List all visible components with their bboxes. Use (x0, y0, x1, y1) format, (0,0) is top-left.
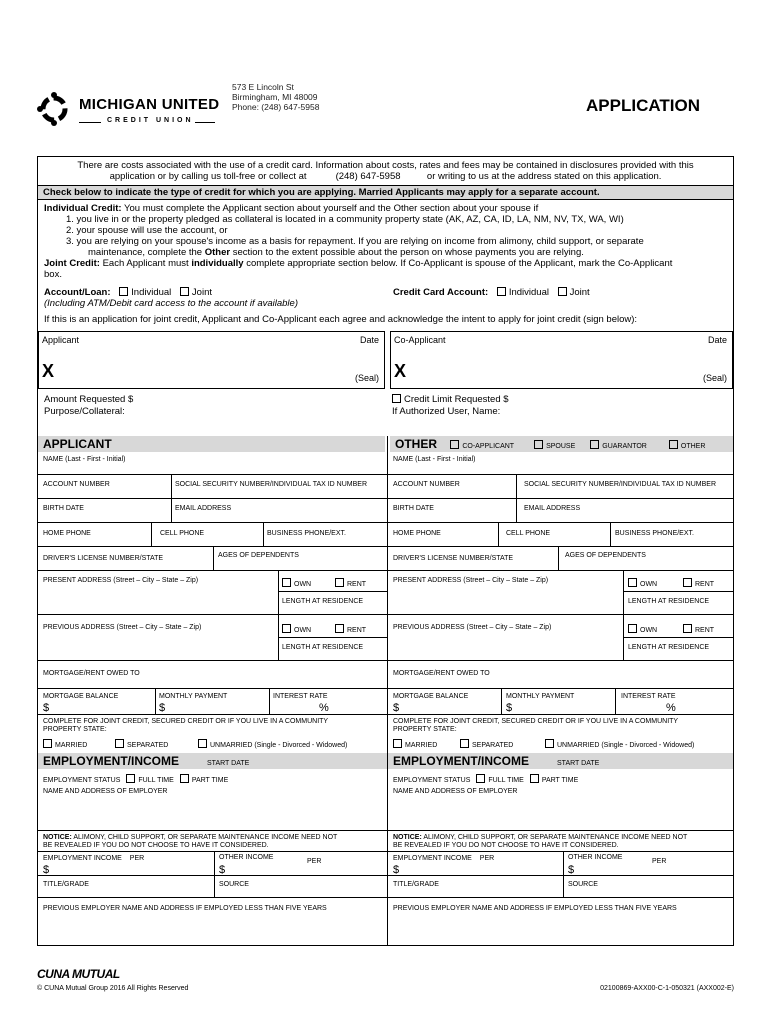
unmarried-option[interactable]: UNMARRIED (Single - Divorced - Widowed) (198, 739, 347, 749)
notice-text: BE REVEALED IF YOU DO NOT CHOOSE TO HAVE IT CONSIDERED. (43, 842, 269, 849)
divider (387, 570, 733, 571)
divider (269, 688, 270, 714)
previous-employer-field[interactable]: PREVIOUS EMPLOYER NAME AND ADDRESS IF EMPLOYED LESS THAN FIVE YEARS (43, 905, 327, 912)
divider (155, 688, 156, 714)
individual-credit-text: You must complete the Applicant section about yourself and the Other section about your spouse if (121, 203, 539, 214)
monthly-payment-field[interactable]: MONTHLY PAYMENT (159, 693, 228, 700)
applicant-label: Applicant (42, 335, 80, 345)
seal-label: (Seal) (702, 373, 727, 383)
divider (623, 637, 733, 638)
divider (516, 474, 517, 498)
divider (171, 474, 172, 498)
form-number: 02100869-AXX00-C-1-050321 (AXX002-E) (600, 985, 734, 992)
divider (214, 851, 215, 875)
spouse-checkbox[interactable] (534, 440, 543, 449)
authorized-user[interactable]: If Authorized User, Name: (392, 406, 501, 417)
divider (38, 660, 387, 661)
address-line: Birmingham, MI 48009 (232, 92, 318, 102)
applicant-section-title: APPLICANT (38, 436, 385, 452)
account-loan-row: Account/Loan: Individual Joint (44, 287, 212, 298)
email-field[interactable]: EMAIL ADDRESS (524, 505, 581, 512)
divider (387, 474, 733, 475)
business-phone-field[interactable]: BUSINESS PHONE/EXT. (615, 530, 694, 537)
employment-section-title: EMPLOYMENT/INCOME START DATE (388, 753, 733, 769)
other-checkbox[interactable] (669, 440, 678, 449)
account-number-field[interactable]: ACCOUNT NUMBER (43, 481, 110, 488)
logo-mark-icon (37, 92, 71, 126)
atm-note: (Including ATM/Debit card access to the account if available) (44, 298, 298, 309)
date-label: Date (707, 335, 727, 345)
present-address-field[interactable]: PRESENT ADDRESS (Street – City – State – Zip) (43, 577, 199, 584)
card-individual-checkbox[interactable] (497, 287, 506, 296)
signature-x: X (42, 361, 55, 381)
account-loan-label: Account/Loan: (44, 287, 111, 298)
cuna-logo: CUNA MUTUAL (37, 967, 120, 981)
married-option[interactable]: MARRIED (393, 739, 437, 749)
separated-option[interactable]: SEPARATED (460, 739, 513, 749)
co-applicant-label: Co-Applicant (394, 335, 446, 345)
joint-credit-text-end: box. (44, 269, 62, 280)
divider (501, 688, 502, 714)
divider (610, 522, 611, 546)
dollar-sign: $ (506, 702, 513, 714)
name-field[interactable]: NAME (Last - First - Initial) (43, 456, 126, 463)
ssn-field[interactable]: SOCIAL SECURITY NUMBER/INDIVIDUAL TAX ID NUMBER (175, 481, 368, 488)
previous-rent-option[interactable]: RENT (683, 624, 714, 634)
employment-income-field[interactable]: EMPLOYMENT INCOME PER (43, 855, 145, 862)
email-field[interactable]: EMAIL ADDRESS (175, 505, 232, 512)
dollar-sign: $ (159, 702, 166, 714)
divider (387, 875, 733, 876)
present-rent-option[interactable]: RENT (683, 578, 714, 588)
co-applicant-signature-box[interactable] (390, 331, 733, 389)
mortgage-balance-field[interactable]: MORTGAGE BALANCE (43, 693, 119, 700)
present-address-field[interactable]: PRESENT ADDRESS (Street – City – State – Zip) (393, 577, 549, 584)
present-own-option[interactable]: OWN (282, 578, 311, 588)
divider (38, 897, 387, 898)
cell-phone-field[interactable]: CELL PHONE (506, 530, 551, 537)
divider (387, 498, 733, 499)
signature-x: X (394, 361, 407, 381)
divider (278, 570, 279, 614)
divider (387, 688, 733, 689)
previous-own-option[interactable]: OWN (282, 624, 311, 634)
divider (387, 614, 733, 615)
mortgage-owed-field[interactable]: MORTGAGE/RENT OWED TO (393, 670, 490, 677)
separated-option[interactable]: SEPARATED (115, 739, 168, 749)
joint-credit-heading: Joint Credit: (44, 258, 100, 269)
application-form (37, 156, 734, 946)
divider (387, 660, 733, 661)
married-option[interactable]: MARRIED (43, 739, 87, 749)
dollar-sign: $ (43, 702, 50, 714)
license-field[interactable]: DRIVER'S LICENSE NUMBER/STATE (393, 555, 514, 562)
credit-card-account-row: Credit Card Account: Individual Joint (393, 287, 590, 298)
mortgage-owed-field[interactable]: MORTGAGE/RENT OWED TO (43, 670, 140, 677)
other-section-header: OTHER CO-APPLICANT SPOUSE GUARANTOR OTHER (390, 436, 733, 452)
dollar-sign: $ (393, 864, 400, 876)
divider (563, 851, 564, 875)
other-income-field[interactable]: OTHER INCOME (568, 854, 623, 861)
divider (387, 851, 733, 852)
divider (38, 830, 387, 831)
date-label: Date (359, 335, 379, 345)
divider (387, 714, 733, 715)
divider (516, 498, 517, 522)
divider (387, 897, 733, 898)
business-phone-field[interactable]: BUSINESS PHONE/EXT. (267, 530, 346, 537)
address-line: 573 E Lincoln St (232, 82, 294, 92)
divider (38, 688, 387, 689)
divider (151, 522, 152, 546)
header (37, 82, 737, 152)
logo-name: MICHIGAN UNITED (79, 96, 220, 113)
notice-text: NOTICE: ALIMONY, CHILD SUPPORT, OR SEPARATE MAINTENANCE INCOME NEED NOT (43, 834, 338, 841)
intro-line: There are costs associated with the use of a credit card. Information about costs, rates and fees may be contained in disclosures provided with this (77, 160, 694, 171)
present-length-field[interactable]: LENGTH AT RESIDENCE (628, 598, 710, 605)
notice-text: NOTICE: ALIMONY, CHILD SUPPORT, OR SEPARATE MAINTENANCE INCOME NEED NOT (393, 834, 688, 841)
joint-credit-note: PROPERTY STATE: (393, 726, 457, 733)
previous-employer-field[interactable]: PREVIOUS EMPLOYER NAME AND ADDRESS IF EMPLOYED LESS THAN FIVE YEARS (393, 905, 677, 912)
divider (38, 614, 387, 615)
account-individual-checkbox[interactable] (119, 287, 128, 296)
employment-income-field[interactable]: EMPLOYMENT INCOME PER (393, 855, 495, 862)
divider (623, 591, 733, 592)
per-label: PER (307, 858, 322, 865)
divider (387, 546, 733, 547)
divider (278, 637, 387, 638)
present-own-option[interactable]: OWN (628, 578, 657, 588)
purpose-collateral[interactable]: Purpose/Collateral: (44, 406, 125, 417)
divider (498, 522, 499, 546)
account-joint-checkbox[interactable] (180, 287, 189, 296)
dollar-sign: $ (393, 702, 400, 714)
mortgage-balance-field[interactable]: MORTGAGE BALANCE (393, 693, 469, 700)
divider (38, 875, 387, 876)
seal-label: (Seal) (354, 373, 379, 383)
joint-credit-note: PROPERTY STATE: (43, 726, 107, 733)
credit-union-logo (37, 90, 227, 130)
employment-status-row[interactable]: EMPLOYMENT STATUS FULL TIME PART TIME (43, 774, 228, 784)
divider (278, 591, 387, 592)
ssn-field[interactable]: SOCIAL SECURITY NUMBER/INDIVIDUAL TAX ID NUMBER (524, 481, 717, 488)
term-item-continued: maintenance, complete the Other section to the extent possible about the person on whose payments you are relying. (88, 247, 584, 258)
previous-rent-option[interactable]: RENT (335, 624, 366, 634)
employment-section-title: EMPLOYMENT/INCOME START DATE (38, 753, 387, 769)
title-grade-field[interactable]: TITLE/GRADE (43, 881, 89, 888)
present-length-field[interactable]: LENGTH AT RESIDENCE (282, 598, 364, 605)
other-income-field[interactable]: OTHER INCOME (219, 854, 274, 861)
dollar-sign: $ (219, 864, 226, 876)
previous-address-field[interactable]: PREVIOUS ADDRESS (Street – City – State – Zip) (393, 624, 552, 631)
divider (38, 851, 387, 852)
employment-status-row[interactable]: EMPLOYMENT STATUS FULL TIME PART TIME (393, 774, 578, 784)
license-field[interactable]: DRIVER'S LICENSE NUMBER/STATE (43, 555, 164, 562)
individual-credit-heading: Individual Credit: (44, 203, 122, 214)
joint-credit-note: COMPLETE FOR JOINT CREDIT, SECURED CREDIT OR IF YOU LIVE IN A COMMUNITY (393, 718, 679, 725)
term-item: 1. you live in or the property pledged as collateral is located in a community property state (AK, AZ, CA, ID, LA, NM, NV, TX, WA, WI) (66, 214, 624, 225)
source-field[interactable]: SOURCE (219, 881, 249, 888)
birth-date-field[interactable]: BIRTH DATE (43, 505, 84, 512)
divider (214, 875, 215, 897)
employer-field[interactable]: NAME AND ADDRESS OF EMPLOYER (43, 788, 168, 795)
column-divider (387, 436, 388, 946)
source-field[interactable]: SOURCE (568, 881, 598, 888)
home-phone-field[interactable]: HOME PHONE (393, 530, 441, 537)
account-number-field[interactable]: ACCOUNT NUMBER (393, 481, 460, 488)
present-rent-option[interactable]: RENT (335, 578, 366, 588)
credit-type-bar: Check below to indicate the type of credit for which you are applying. Married Applicants may apply for a separate account. (38, 185, 733, 200)
divider (387, 522, 733, 523)
birth-date-field[interactable]: BIRTH DATE (393, 505, 434, 512)
joint-credit-note: COMPLETE FOR JOINT CREDIT, SECURED CREDIT OR IF YOU LIVE IN A COMMUNITY (43, 718, 329, 725)
divider (38, 522, 387, 523)
credit-union-address (232, 82, 319, 112)
interest-rate-field[interactable]: INTEREST RATE (273, 693, 328, 700)
intro-text (38, 157, 733, 182)
divider (563, 875, 564, 897)
ages-field[interactable]: AGES OF DEPENDENTS (565, 552, 646, 559)
employer-field[interactable]: NAME AND ADDRESS OF EMPLOYER (393, 788, 518, 795)
divider (623, 570, 624, 614)
credit-terms: Individual Credit: You must complete the Applicant section about yourself and the Other section about your spouse if 1. you live in or the property pledged as collateral is located in a community property state (AK, AZ, CA, ID, LA, NM, NV, TX, WA, WI) 2. your spouse will use the account, or 3. you are relying on your spouse's income as a basis for repayment. If you are relying on income from alimony, child support, or separate maintenance, complete the Other section to the extent possible about the person on whose payments you are relying. Joint Credit: Each Applicant must individually complete appropriate section below. If Co-Applicant is spouse of the Applicant, mark the Co-Applicant box. (44, 203, 729, 280)
copyright-text: © CUNA Mutual Group 2016 All Rights Reserved (37, 985, 189, 992)
previous-length-field[interactable]: LENGTH AT RESIDENCE (282, 644, 364, 651)
divider (38, 570, 387, 571)
name-field[interactable]: NAME (Last - First - Initial) (393, 456, 476, 463)
logo-rule-right (195, 122, 215, 123)
dollar-sign: $ (568, 864, 575, 876)
divider (38, 474, 387, 475)
dollar-sign: $ (43, 864, 50, 876)
divider (387, 830, 733, 831)
applicant-signature-box[interactable] (38, 331, 385, 389)
ages-field[interactable]: AGES OF DEPENDENTS (218, 552, 299, 559)
monthly-payment-field[interactable]: MONTHLY PAYMENT (506, 693, 575, 700)
joint-intent-text: If this is an application for joint credit, Applicant and Co-Applicant each agree and acknowledge the intent to apply for joint credit (sign below): (44, 314, 638, 325)
divider (263, 522, 264, 546)
amount-requested[interactable]: Amount Requested $ (44, 394, 134, 405)
percent-sign: % (319, 702, 329, 714)
credit-limit-row[interactable]: Credit Limit Requested $ (392, 394, 509, 405)
page-title: APPLICATION (586, 96, 700, 115)
divider (171, 498, 172, 522)
term-item: 2. your spouse will use the account, or (66, 225, 228, 236)
logo-subtitle: CREDIT UNION (107, 117, 194, 124)
interest-rate-field[interactable]: INTEREST RATE (621, 693, 676, 700)
other-section-title: OTHER (395, 437, 437, 451)
notice-text: BE REVEALED IF YOU DO NOT CHOOSE TO HAVE IT CONSIDERED. (393, 842, 619, 849)
previous-length-field[interactable]: LENGTH AT RESIDENCE (628, 644, 710, 651)
divider (38, 498, 387, 499)
divider (213, 546, 214, 570)
title-grade-field[interactable]: TITLE/GRADE (393, 881, 439, 888)
percent-sign: % (666, 702, 676, 714)
cell-phone-field[interactable]: CELL PHONE (160, 530, 205, 537)
divider (558, 546, 559, 570)
logo-rule-left (79, 122, 101, 123)
previous-own-option[interactable]: OWN (628, 624, 657, 634)
term-item: 3. you are relying on your spouse's income as a basis for repayment. If you are relying on income from alimony, child support, or separate (66, 236, 644, 247)
divider (615, 688, 616, 714)
previous-address-field[interactable]: PREVIOUS ADDRESS (Street – City – State – Zip) (43, 624, 202, 631)
address-line: Phone: (248) 647-5958 (232, 102, 320, 112)
divider (38, 714, 387, 715)
card-joint-checkbox[interactable] (558, 287, 567, 296)
credit-limit-checkbox[interactable] (392, 394, 401, 403)
co-applicant-checkbox[interactable] (450, 440, 459, 449)
per-label: PER (652, 858, 667, 865)
intro-line: application or by calling us toll-free or collect at (248) 647-5958 or writing to us at the address stated on this application. (109, 171, 662, 182)
unmarried-option[interactable]: UNMARRIED (Single - Divorced - Widowed) (545, 739, 694, 749)
guarantor-checkbox[interactable] (590, 440, 599, 449)
home-phone-field[interactable]: HOME PHONE (43, 530, 91, 537)
